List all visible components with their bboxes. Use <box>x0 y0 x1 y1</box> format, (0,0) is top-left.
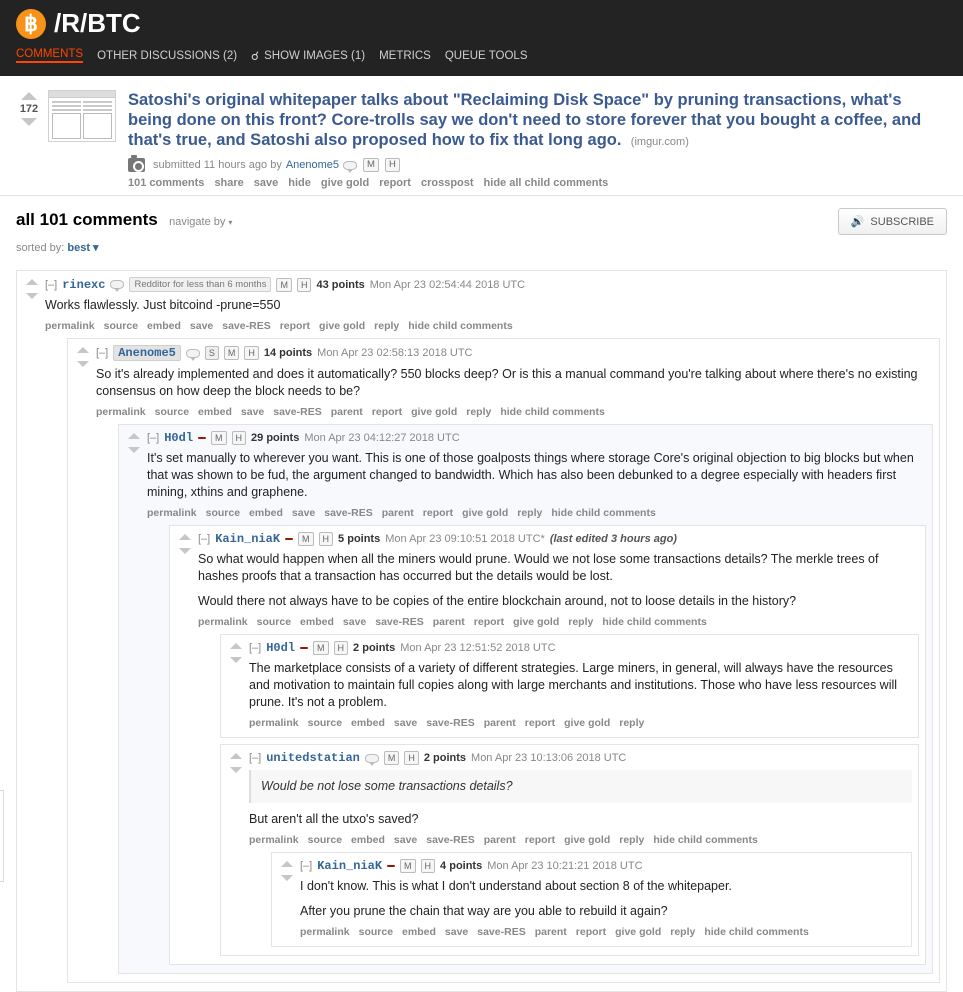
tab-metrics[interactable]: METRICS <box>379 49 431 62</box>
collapse-toggle[interactable]: [–] <box>300 860 313 872</box>
all-comments-heading: all 101 comments <box>16 210 158 229</box>
permalink-link[interactable]: permalink <box>300 926 350 938</box>
funnel-icon: ☌ <box>251 48 260 63</box>
reply-link[interactable]: reply <box>670 926 696 938</box>
comment-action-links <box>147 507 926 519</box>
camera-icon <box>128 158 145 172</box>
comment-vote-group <box>227 641 245 663</box>
give-gold-link[interactable]: give gold <box>564 834 611 846</box>
post-hide-all-child-comments-link[interactable]: hide all child comments <box>483 177 609 189</box>
comment-text: So what would happen when all the miners would prune. Would we not lose some transactions details? The merkle trees of hashes proofs that a transaction has occurred but the details would be lost. Would there not always have to be copies of the entire blockchain around, not to loose details in the history? <box>198 552 879 608</box>
speaker-icon: 🔊 <box>850 216 865 228</box>
sorted-by-label: sorted by: <box>16 242 65 254</box>
comment-children <box>220 634 919 956</box>
source-link[interactable]: source <box>256 616 292 628</box>
comment-vote-group <box>278 859 296 881</box>
tab-show-images[interactable]: SHOW IMAGES (1) <box>264 49 366 62</box>
comment-h0dl-2 <box>220 634 919 738</box>
comment-rinexc <box>16 270 947 992</box>
report-link[interactable]: report <box>371 406 403 418</box>
save-link[interactable]: save <box>393 834 418 846</box>
comment-vote-group <box>176 532 194 554</box>
parent-link[interactable]: parent <box>432 616 465 628</box>
save-res-link[interactable]: save-RES <box>222 320 271 332</box>
reply-link[interactable]: reply <box>517 507 543 519</box>
permalink-link[interactable]: permalink <box>198 616 248 628</box>
reply-link[interactable]: reply <box>374 320 400 332</box>
hide-child-comments-link[interactable]: hide child comments <box>551 507 656 519</box>
parent-link[interactable]: parent <box>330 406 363 418</box>
reply-link[interactable]: reply <box>568 616 594 628</box>
speech-bubble-icon <box>186 349 200 358</box>
post-vote-group <box>16 90 42 126</box>
comment-timestamp: Mon Apr 23 09:10:51 2018 UTC* <box>385 533 545 545</box>
badge-m[interactable]: M <box>400 859 416 873</box>
comment-vote-group <box>23 277 41 299</box>
hide-child-comments-link[interactable]: hide child comments <box>653 834 758 846</box>
save-res-link[interactable]: save-RES <box>273 406 322 418</box>
brand[interactable] <box>16 8 963 39</box>
post-title-link[interactable]: Satoshi's original whitepaper talks about "Reclaiming Disk Space" by pruning transactions, what's being done on this front? Core-trolls say we don't need to store forever that you bought a coffee, and that's true, and Satoshi also proposed how to fix that long ago. <box>128 91 922 149</box>
comment-text: It's set manually to wherever you want. This is one of those goalposts things where storage Core's original objection to big blocks but when that was shown to be fud, the argument changed to bandwidth. Which has also been debunked to a degree especially with headers first mining, xthins and graphene. <box>147 451 914 499</box>
comment-points: 43 points <box>316 278 365 291</box>
comment-points: 2 points <box>423 752 467 764</box>
upvote-arrow[interactable] <box>230 753 242 759</box>
comment-text: Works flawlessly. Just bitcoind -prune=550 <box>45 298 281 312</box>
comment-action-links <box>96 406 933 418</box>
upvote-arrow[interactable] <box>26 279 38 285</box>
post-save-link[interactable]: save <box>253 177 279 189</box>
post-action-links <box>128 177 947 189</box>
post-submitted-text: submitted 11 hours ago by <box>153 159 282 171</box>
post-container <box>0 76 963 196</box>
give-gold-link[interactable]: give gold <box>513 616 560 628</box>
badge-m[interactable]: M <box>298 532 314 546</box>
upvote-arrow[interactable] <box>21 92 37 100</box>
source-link[interactable]: source <box>307 717 343 729</box>
post-score: 172 <box>19 103 39 115</box>
upvote-arrow[interactable] <box>77 347 89 353</box>
comment-points: 2 points <box>353 642 396 654</box>
subscribe-button[interactable] <box>838 208 947 235</box>
reply-link[interactable]: reply <box>466 406 492 418</box>
reply-link[interactable]: reply <box>619 717 645 729</box>
post-thumbnail[interactable] <box>48 90 116 142</box>
save-link[interactable]: save <box>189 320 214 332</box>
badge-h[interactable]: H <box>421 859 436 873</box>
tab-queue-tools[interactable]: QUEUE TOOLS <box>444 49 528 62</box>
comment-children <box>271 852 912 947</box>
red-flag-icon <box>285 538 293 540</box>
permalink-link[interactable]: permalink <box>45 320 95 332</box>
comment-timestamp: Mon Apr 23 02:54:44 2018 UTC <box>369 278 526 291</box>
embed-link[interactable]: embed <box>402 926 436 938</box>
comment-author[interactable]: Kain_niaK <box>215 532 281 546</box>
comment-vote-group <box>125 431 143 453</box>
embed-link[interactable]: embed <box>147 320 181 332</box>
downvote-arrow[interactable] <box>77 361 89 367</box>
badge-h[interactable]: H <box>385 158 400 172</box>
comment-author[interactable]: H0dl <box>266 641 296 655</box>
sorted-by-value[interactable]: best <box>67 242 90 254</box>
post-comments-link[interactable]: 101 comments <box>128 177 205 189</box>
post-crosspost-link[interactable]: crosspost <box>420 177 474 189</box>
post-hide-link[interactable]: hide <box>288 177 311 189</box>
embed-link[interactable]: embed <box>351 834 385 846</box>
permalink-link[interactable]: permalink <box>249 834 299 846</box>
comment-blockquote: Would be not lose some transactions details? <box>249 770 912 803</box>
comment-edited-note: (last edited 3 hours ago) <box>549 533 677 545</box>
comment-action-links <box>249 834 912 846</box>
badge-h[interactable]: H <box>319 532 334 546</box>
embed-link[interactable]: embed <box>198 406 232 418</box>
permalink-link[interactable]: permalink <box>147 507 197 519</box>
badge-h[interactable]: H <box>244 346 259 360</box>
save-res-link[interactable]: save-RES <box>426 717 475 729</box>
parent-link[interactable]: parent <box>483 717 516 729</box>
comment-timestamp: Mon Apr 23 10:21:21 2018 UTC <box>487 860 643 872</box>
give-gold-link[interactable]: give gold <box>411 406 458 418</box>
collapse-toggle[interactable]: [–] <box>96 347 109 359</box>
downvote-arrow[interactable] <box>281 875 293 881</box>
red-flag-icon <box>198 437 206 439</box>
speech-bubble-icon <box>110 280 124 289</box>
source-link[interactable]: source <box>103 320 139 332</box>
badge-h[interactable]: H <box>404 751 419 765</box>
downvote-arrow[interactable] <box>230 767 242 773</box>
comment-kain-niak-2 <box>271 852 912 947</box>
give-gold-link[interactable]: give gold <box>319 320 366 332</box>
comment-points: 5 points <box>338 533 381 545</box>
embed-link[interactable]: embed <box>249 507 283 519</box>
source-link[interactable]: source <box>358 926 394 938</box>
collapse-toggle[interactable]: [–] <box>147 432 160 444</box>
comment-kain-niak-1 <box>169 525 926 965</box>
badge-m[interactable]: M <box>363 158 379 172</box>
subscribe-label: SUBSCRIBE <box>870 215 934 228</box>
comments-header <box>0 196 963 254</box>
parent-link[interactable]: parent <box>381 507 414 519</box>
comment-action-links <box>198 616 919 628</box>
parent-link[interactable]: parent <box>483 834 516 846</box>
permalink-link[interactable]: permalink <box>96 406 146 418</box>
parent-link[interactable]: parent <box>534 926 567 938</box>
comment-text: The marketplace consists of a variety of different strategies. Large miners, in general, will always have the resources and motivation to maintain full copies along with large merchants and institutions. Those who have less resources will prune. It's not a problem. <box>249 661 898 709</box>
comment-tree <box>0 254 963 992</box>
comment-anenome5 <box>67 338 940 983</box>
save-link[interactable]: save <box>393 717 418 729</box>
comment-text: So it's already implemented and does it automatically? 550 blocks deep? Or is this a manual command you're talking about where there's no existing consensus on how deep the block needs to be? <box>96 367 918 398</box>
comment-author[interactable]: Kain_niaK <box>317 859 383 873</box>
report-link[interactable]: report <box>422 507 454 519</box>
comment-points: 14 points <box>263 347 313 359</box>
comment-timestamp: Mon Apr 23 12:51:52 2018 UTC <box>400 642 556 654</box>
user-flair: Redditor for less than 6 months <box>129 277 271 292</box>
speech-bubble-icon <box>365 754 379 763</box>
comment-points: 4 points <box>440 860 483 872</box>
red-flag-icon <box>300 647 308 649</box>
save-link[interactable]: save <box>342 616 367 628</box>
tab-other-discussions[interactable]: OTHER DISCUSSIONS (2) <box>97 49 238 62</box>
save-link[interactable]: save <box>444 926 469 938</box>
comment-action-links <box>300 926 905 938</box>
upvote-arrow[interactable] <box>128 433 140 439</box>
collapse-toggle[interactable]: [–] <box>249 642 262 654</box>
upvote-arrow[interactable] <box>281 861 293 867</box>
post-author-link[interactable]: Anenome5 <box>285 159 340 171</box>
comment-vote-group <box>227 751 245 773</box>
sort-control: sorted by: best ▾ <box>16 242 99 254</box>
comment-points: 29 points <box>251 432 300 444</box>
give-gold-link[interactable]: give gold <box>462 507 509 519</box>
report-link[interactable]: report <box>473 616 505 628</box>
source-link[interactable]: source <box>205 507 241 519</box>
source-link[interactable]: source <box>307 834 343 846</box>
page-title: /R/BTC <box>54 8 141 38</box>
save-link[interactable]: save <box>291 507 316 519</box>
collapse-toggle[interactable]: [–] <box>45 278 58 291</box>
badge-m[interactable]: M <box>211 431 227 445</box>
collapse-toggle[interactable]: [–] <box>249 752 262 764</box>
report-link[interactable]: report <box>279 320 311 332</box>
comment-h0dl-1 <box>118 424 933 974</box>
site-header <box>0 0 963 76</box>
badge-m[interactable]: M <box>313 641 329 655</box>
post-meta <box>128 158 947 172</box>
header-tabs <box>16 48 963 63</box>
comment-timestamp: Mon Apr 23 02:58:13 2018 UTC <box>317 347 473 359</box>
downvote-arrow[interactable] <box>179 548 191 554</box>
source-link[interactable]: source <box>154 406 190 418</box>
tab-comments[interactable]: COMMENTS <box>16 48 83 63</box>
red-flag-icon <box>387 865 395 867</box>
give-gold-link[interactable]: give gold <box>615 926 662 938</box>
hide-child-comments-link[interactable]: hide child comments <box>408 320 513 332</box>
save-link[interactable]: save <box>240 406 265 418</box>
badge-m[interactable]: M <box>384 751 400 765</box>
side-marker <box>0 790 4 882</box>
comment-text: Would be not lose some transactions details? But aren't all the utxo's saved? <box>249 770 912 828</box>
post-report-link[interactable]: report <box>379 177 411 189</box>
comment-children <box>67 338 940 983</box>
hide-child-comments-link[interactable]: hide child comments <box>704 926 809 938</box>
report-link[interactable]: report <box>524 834 556 846</box>
comment-unitedstatian <box>220 744 919 956</box>
post-give-gold-link[interactable]: give gold <box>320 177 370 189</box>
badge-m[interactable]: M <box>224 346 240 360</box>
downvote-arrow[interactable] <box>21 118 37 126</box>
embed-link[interactable]: embed <box>300 616 334 628</box>
give-gold-link[interactable]: give gold <box>564 717 611 729</box>
save-res-link[interactable]: save-RES <box>426 834 475 846</box>
comment-children <box>169 525 926 965</box>
reply-link[interactable]: reply <box>619 834 645 846</box>
comment-vote-group <box>74 345 92 367</box>
bitcoin-icon: ฿ <box>16 9 46 39</box>
downvote-arrow[interactable] <box>128 447 140 453</box>
navigate-by-control[interactable]: navigate by ▾ <box>169 216 233 228</box>
post-share-link[interactable]: share <box>214 177 244 189</box>
hide-child-comments-link[interactable]: hide child comments <box>500 406 605 418</box>
badge-h[interactable]: H <box>297 278 312 292</box>
comment-timestamp: Mon Apr 23 04:12:27 2018 UTC <box>304 432 460 444</box>
collapse-toggle[interactable]: [–] <box>198 533 211 545</box>
comment-timestamp: Mon Apr 23 10:13:06 2018 UTC <box>471 752 627 764</box>
save-res-link[interactable]: save-RES <box>375 616 424 628</box>
comment-author[interactable]: Anenome5 <box>113 345 181 361</box>
upvote-arrow[interactable] <box>230 643 242 649</box>
save-res-link[interactable]: save-RES <box>477 926 526 938</box>
save-res-link[interactable]: save-RES <box>324 507 373 519</box>
comment-author[interactable]: unitedstatian <box>266 751 360 765</box>
comment-text: I don't know. This is what I don't understand about section 8 of the whitepaper. After you prune the chain that way are you able to rebuild it again? <box>300 879 732 918</box>
comment-children <box>118 424 933 974</box>
report-link[interactable]: report <box>575 926 607 938</box>
badge-h[interactable]: H <box>334 641 349 655</box>
post-domain: (imgur.com) <box>630 136 689 148</box>
downvote-arrow[interactable] <box>230 657 242 663</box>
permalink-link[interactable]: permalink <box>249 717 299 729</box>
comment-author[interactable]: H0dl <box>164 431 194 445</box>
downvote-arrow[interactable] <box>26 293 38 299</box>
comment-action-links <box>45 320 940 332</box>
embed-link[interactable]: embed <box>351 717 385 729</box>
speech-bubble-icon <box>343 161 357 170</box>
badge-s[interactable]: S <box>205 346 219 360</box>
comment-author[interactable]: rinexc <box>62 277 106 292</box>
hide-child-comments-link[interactable]: hide child comments <box>602 616 707 628</box>
upvote-arrow[interactable] <box>179 534 191 540</box>
badge-h[interactable]: H <box>232 431 247 445</box>
comment-action-links <box>249 717 912 729</box>
badge-m[interactable]: M <box>276 278 292 292</box>
report-link[interactable]: report <box>524 717 556 729</box>
